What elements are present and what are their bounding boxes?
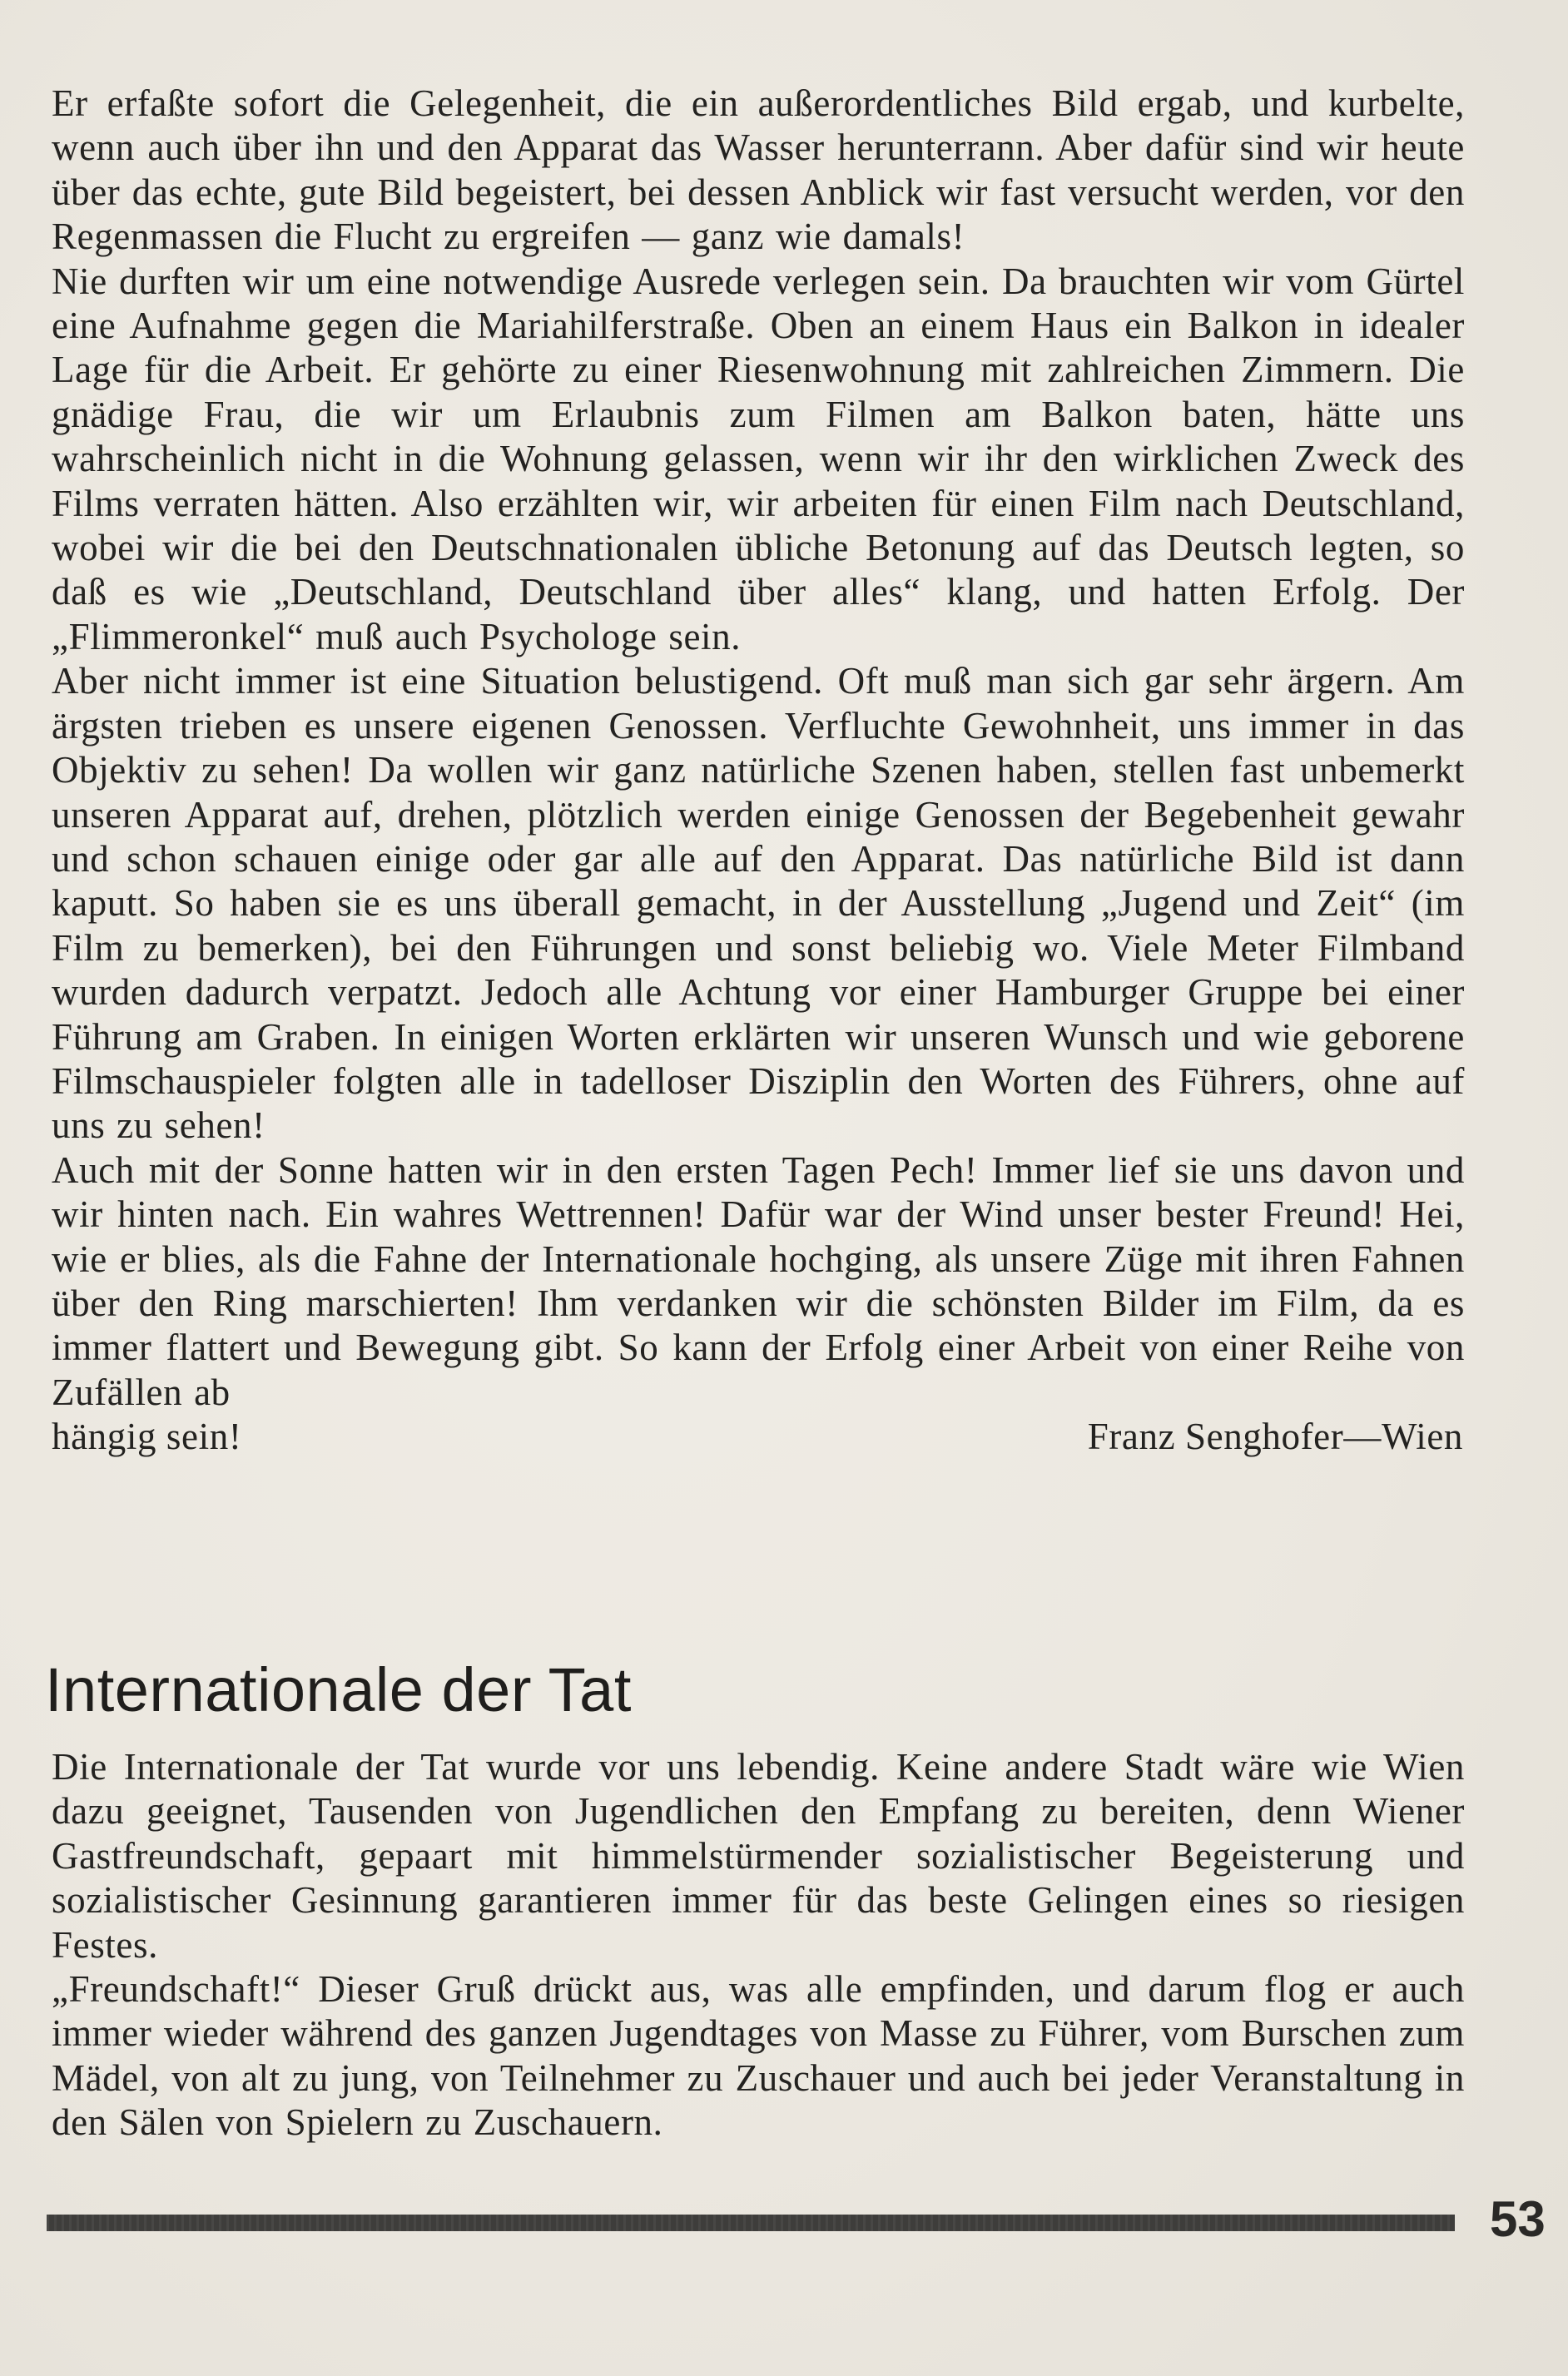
footer-rule <box>47 2215 1455 2231</box>
section-paragraph-1: Die Internationale der Tat wurde vor uns lebendig. Keine andere Stadt wäre wie Wien dazu geeignet, Tausenden von Jugendlichen den Empfang zu bereiten, denn Wiener Gastfreundschaft, gepaart mit himmelstürmender sozialistischer Begeisterung und sozialistischer Gesinnung garantieren immer für das beste Gelingen eines so riesigen Festes. <box>52 1746 1465 1966</box>
section-title: Internationale der Tat <box>45 1655 632 1724</box>
section-body <box>52 1745 1465 2145</box>
article-paragraph-3: Aber nicht immer ist eine Situation belustigend. Oft muß man sich gar sehr ärgern. Am ärgsten trieben es unsere eigenen Genossen. Verfluchte Gewohnheit, uns immer in das Objektiv zu sehen! Da wollen wir ganz natürliche Szenen haben, stellen fast unbemerkt unseren Apparat auf, drehen, plötzlich werden einige Genossen der Begebenheit gewahr und schon schauen einige oder gar alle auf den Apparat. Das natürliche Bild ist dann kaputt. So haben sie es uns überall gemacht, in der Ausstellung „Jugend und Zeit“ (im Film zu bemerken), bei den Führungen und sonst beliebig wo. Viele Meter Filmband wurden dadurch verpatzt. Jedoch alle Achtung vor einer Hamburger Gruppe bei einer Führung am Graben. In einigen Worten erklärten wir unseren Wunsch und wie geborene Filmschauspieler folgten alle in tadelloser Disziplin den Worten des Führers, ohne auf uns zu sehen! <box>52 660 1465 1147</box>
article-closing-text: hängig sein! <box>52 1416 242 1458</box>
article-paragraph-1: Er erfaßte sofort die Gelegenheit, die ein außerordentliches Bild ergab, und kurbelte, wenn auch über ihn und den Apparat das Wasser herunterrann. Aber dafür sind wir heute über das echte, gute Bild begeistert, bei dessen Anblick wir fast versucht werden, vor den Regenmassen die Flucht zu ergreifen — ganz wie damals! <box>52 82 1465 258</box>
article-signoff <box>52 1415 1465 1459</box>
article-author: Franz Senghofer—Wien <box>1087 1416 1463 1458</box>
article-body <box>52 82 1465 1460</box>
article-paragraph-2: Nie durften wir um eine notwendige Ausrede verlegen sein. Da brauchten wir vom Gürtel eine Aufnahme gegen die Mariahilferstraße. Oben an einem Haus ein Balkon in idealer Lage für die Arbeit. Er gehörte zu einer Riesenwohnung mit zahlreichen Zimmern. Die gnädige Frau, die wir um Erlaubnis zum Filmen am Balkon baten, hätte uns wahrscheinlich nicht in die Wohnung gelassen, wenn wir ihr den wirklichen Zweck des Films verraten hätten. Also erzählten wir, wir arbeiten für einen Film nach Deutschland, wobei wir die bei den Deutschnationalen übliche Betonung auf das Deutsch legten, so daß es wie „Deutschland, Deutschland über alles“ klang, und hatten Erfolg. Der „Flimmeronkel“ muß auch Psychologe sein. <box>52 260 1465 657</box>
section-paragraph-2: „Freundschaft!“ Dieser Gruß drückt aus, was alle empfinden, und darum flog er auch immer wieder während des ganzen Jugendtages von Masse zu Führer, vom Burschen zum Mädel, von alt zu jung, von Teilnehmer zu Zuschauer und auch bei jeder Veranstaltung in den Sälen von Spielern zu Zuschauern. <box>52 1968 1465 2144</box>
article-paragraph-4: Auch mit der Sonne hatten wir in den ersten Tagen Pech! Immer lief sie uns davon und wir hinten nach. Ein wahres Wettrennen! Dafür war der Wind unser bester Freund! Hei, wie er blies, als die Fahne der Internationale hochging, als unsere Züge mit ihren Fahnen über den Ring marschierten! Ihm verdanken wir die schönsten Bilder im Film, da es immer flattert und Bewegung gibt. So kann der Erfolg einer Arbeit von einer Reihe von Zufällen ab <box>52 1148 1465 1413</box>
page-number: 53 <box>1490 2191 1546 2247</box>
